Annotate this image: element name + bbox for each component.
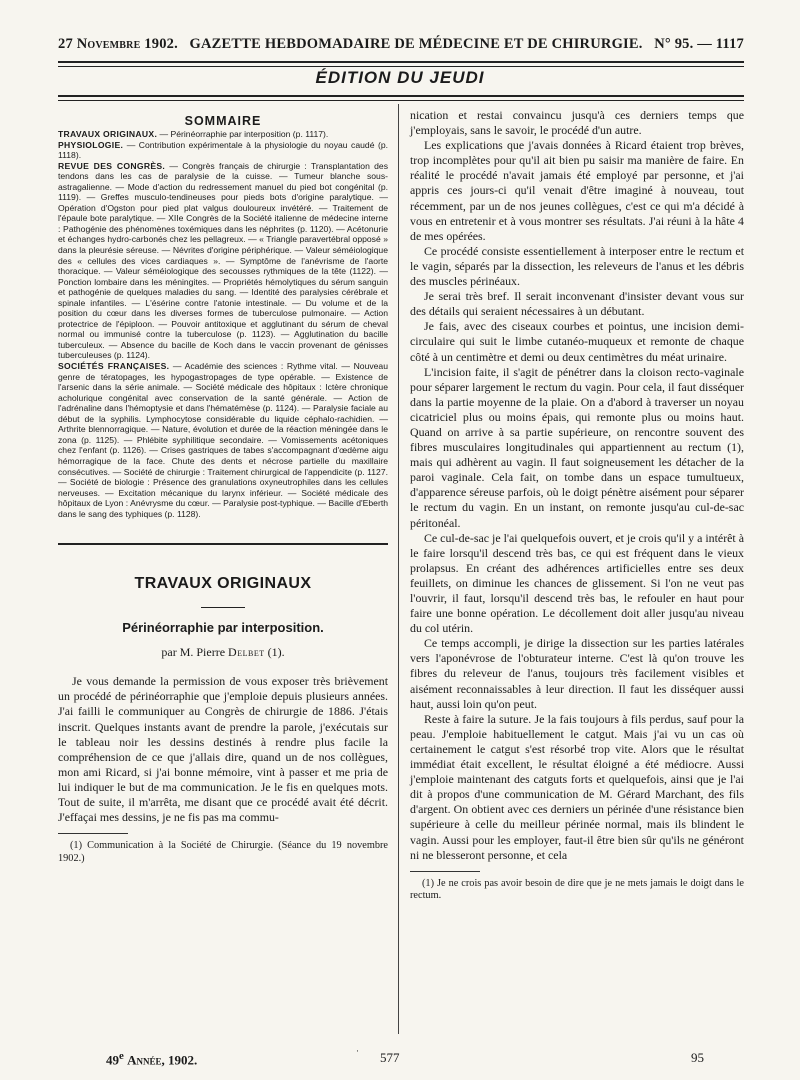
sommaire-key: REVUE DES CONGRÈS. [58, 160, 166, 171]
year-number: 49 [106, 1052, 119, 1068]
article-body-right [410, 108, 744, 863]
body-paragraph: Reste à faire la suture. Je la fais toujours à fils perdus, sauf pour la peau. J'emploie habituellement le catgut. Mais j'ai vu un cas où certainement le catgut s'est résorbé trop vite. Alors que le résultat immédiat était excellent, le résultat éloigné a été médiocre. Aussi j'emploie maintenant des catguts forts et quelquefois, ainsi que je l'ai dit à propos d'une communication de M. Gérard Marchant, des fils d'argent. On obtient avec ces derniers un périnée d'une résistance bien supérieure à celle du meilleur périnée normal, mais ils blindent le vagin. Aussi pour les employer, faut-il être bien sûr qu'ils ne généront ni ne blesseront personne, et cela [410, 711, 744, 862]
section-title: TRAVAUX ORIGINAUX [134, 575, 312, 593]
footnote-rule [58, 833, 128, 834]
sommaire-entry [58, 140, 388, 161]
header-journal-title: GAZETTE HEBDOMADAIRE DE MÉDECINE ET DE CHIRURGIE. [189, 36, 643, 52]
footnote-rule [410, 871, 480, 872]
sommaire-text: — Académie des sciences : Rythme vital. — Nouveau genre de tératopages, les hypogastropages de type opérable. — Existence de l'arsenic dans la série animale. — Société médicale des hôpitaux : Ictère chronique acholurique congénital avec conservation de la santé générale. — Action de l'adrénaline dans l'hémoptysie et dans l'hématémèse (p. 1124). — Paralysie faciale au début de la syphilis. Lymphocytose considérable du liquide céphalo-rachidien. — Arthrite blennorragique. — Nature, évolution et durée de la réaction méningée dans le zona (p. 1125). — Phlébite syphilitique secondaire. — Vomissements acétoniques chez l'enfant (p. 1126). — Crises gastriques de tabes s'accompagnant d'œdème aigu hémorragique de la face. Chute des dents et nécrose partielle du maxillaire consécutives. — Société de chirurgie : Traitement chirurgical de l'appendicite (p. 1127. — Société de biologie : Présence des granulations oxyneutrophiles dans les cellules nerveuses. — Excitation mécanique du larynx inférieur. — Société médicale des hôpitaux de Lyon : Anévrysme du cœur. — Paralysie post-typhique. — Bacille d'Eberth dans le sang des typhiques (p. 1128). [58, 361, 388, 519]
page-footer [58, 1046, 744, 1068]
sommaire-entry [58, 161, 388, 361]
sommaire-title: SOMMAIRE [184, 114, 262, 128]
body-paragraph: nication et restai convaincu jusqu'à ces derniers temps que j'employais, sans le savoir, le procédé d'un autre. [410, 108, 744, 138]
sommaire-text: — Contribution expérimentale à la physiologie du noyau caudé (p. 1118). [58, 139, 388, 161]
section-separator [58, 543, 388, 545]
footer-mark: · [356, 1046, 359, 1056]
article-title: Périnéorraphie par interposition. [122, 620, 324, 636]
body-paragraph: Je serai très bref. Il serait inconvenant d'insister devant vous sur des détails qui seraient nécessaires à un débutant. [410, 289, 744, 319]
left-column [58, 108, 388, 865]
body-paragraph: Ce cul-de-sac je l'ai quelquefois ouvert, et je crois qu'il y a intérêt à le faire lorsqu'il descend très bas, ce qui est fréquent dans le vieux prolapsus. En créant des adhérences artificielles entre ses deux feuillets, on diminue les chances de glissement. Si l'on ne veut pas l'ouvrir, il faut, lorsqu'il descend très bas, le refouler en haut pour faire une bonne opération. Le décollement doit aller jusqu'au niveau du col utérin. [410, 530, 744, 636]
sommaire-entry [58, 129, 388, 140]
footnote-right: (1) Je ne crois pas avoir besoin de dire que je ne mets jamais le doigt dans le rectum. [410, 877, 744, 902]
title-rule [201, 607, 245, 608]
body-paragraph: Les explications que j'avais données à Ricard étaient trop brèves, trop incomplètes pour qu'il ait bien pu saisir ma manière de faire. En réalité le procédé n'avait jamais été employé par personne, et j'ai appris ces jours-ci qu'il venait d'être imaginé à nouveau, tout récemment, par un de nos jeunes collègues, c'est ce qui m'a décidé à vous en entretenir et à vous montrer ses résultats. J'ai réuni à la hâte 4 de mes opérées. [410, 138, 744, 243]
sommaire-text: — Congrès français de chirurgie : Transplantation des tendons dans les cas de paralysie de la cuisse. — Tumeur blanche sous-astragalienne. — Mode d'action du redressement manuel du pied bot congénital (p. 1119). — Greffes musculo-tendineuses pour pieds bots d'origine paralytique. — Opération d'Ogston pour pied plat valgus douloureux invétéré. — Traitement de l'épaule bote paralytique. — XIIe Congrès de la Société italienne de médecine interne : Pathogénie des phénomènes toxémiques dans les néphrites (p. 1120). — Acétonurie et échanges hydro-carbonés chez les pellagreux. — « Triangle paravertébral opposé » dans la pleurésie séreuse. — Névrites d'origine périphérique. — Valeur séméiologique des « cellules des vices cardiaques ». — Symptôme de l'anévrisme de l'aorte thoracique. — Valeur séméiologique des secousses rythmiques de la tête (1122). — Ponction lombaire dans les méningites. — Propriétés hémolytiques du sérum sanguin et pathogénie de quelques maladies du sang. — Identité des paralysies cérébrale et spinale infantiles. — L'ésérine contre l'atonie intestinale. — Du volume et de la position du cœur dans les diverses formes de tuberculose pulmonaire. — Action protectrice de l'épiploon. — Pouvoir antitoxique et agglutinant du sérum de cheval normal ou immunisé contre la tuberculose (p. 1123). — Agglutination du bacille tuberculeux. — Absence du bacille de Koch dans le vaccin provenant de génisses tuberculeuses (p. 1124). [58, 160, 388, 361]
year-rest: , 1902. [161, 1052, 198, 1068]
sommaire-list [58, 129, 388, 519]
footer-volume-year [106, 1050, 197, 1068]
sommaire-key: SOCIÉTÉS FRANÇAISES. [58, 361, 170, 372]
year-superscript: e [119, 1050, 124, 1062]
article-author [58, 645, 388, 660]
body-paragraph: Je fais, avec des ciseaux courbes et pointus, une incision demi-circulaire qui suit le limbe cutanéo-muqueux et remonte de chaque côté à un centimètre et demi ou deux centimètres du méat urinaire. [410, 319, 744, 364]
header-rule [58, 61, 744, 67]
body-paragraph: L'incision faite, il s'agit de pénétrer dans la cloison recto-vaginale pour séparer largement le rectum du vagin. Pour cela, il faut disséquer dans la partie moyenne de la plaie. On a d'abord à traverser un noyau cicatriciel plus ou moins épais, qui remonte plus ou moins haut. Quand on arrive à sa partie supérieure, on rencontre souvent des fibres musculaires longitudinales qui appartiennent au rectum (1), mais qui adhèrent au vagin. Il faut soigneusement les détacher de la paroi vaginale. Cela fait, on tombe dans un espace tumultueux, d'apparence séreuse parfois, où le doigt pénètre aisément pour séparer le rectum du vagin. En un instant, on remonte jusqu'au cul-de-sac péritonéal. [410, 364, 744, 530]
sommaire-text: — Périnéorraphie par interposition (p. 1117). [157, 129, 329, 139]
header-date: 27 Novembre 1902. [58, 36, 178, 52]
body-paragraph: Je vous demande la permission de vous exposer très brièvement un procédé de périnéorraphie que j'emploie depuis plusieurs années. J'ai failli le communiquer au Congrès de chirurgie de 1886. J'étais inscrit. Quelques instants avant de prendre la parole, j'exécutais sur le tableau noir les dessins destinés à rendre plus facile la compréhension de ce que j'allais dire, quand un de nos collègues, mon ami Ricard, si j'ai bonne mémoire, vint à passer et me pria de lui indiquer le but de ma communication. Je le fis en quelques mots. Tout de suite, il m'arrêta, me disant que ce procédé avait été décrit. J'effaçai mes dessins, je ne fis pas ma commu- [58, 674, 388, 825]
author-name: Delbet [228, 645, 265, 660]
edition-rule [58, 95, 744, 101]
sommaire-key: PHYSIOLOGIE. [58, 139, 124, 150]
body-paragraph: Ce temps accompli, je dirige la dissection sur les parties latérales vers l'aponévrose de l'obturateur interne. C'est là qu'on trouve les fibres du releveur de l'anus, toujours très facilement visibles et aisément reconnaissables à leur direction. Il faut les disséquer aussi haut, aussi loin qu'on peut. [410, 636, 744, 711]
header-issue-page: N° 95. — 1117 [654, 36, 744, 52]
right-column [410, 108, 744, 903]
sommaire-entry [58, 361, 388, 519]
author-suffix: (1). [264, 645, 285, 660]
running-header [58, 36, 744, 58]
footer-signature: 95 [691, 1050, 704, 1065]
author-prefix: par M. Pierre [161, 645, 229, 660]
footer-sheet-number: 577 [380, 1050, 400, 1065]
year-word: Année [127, 1052, 162, 1068]
sommaire-key: TRAVAUX ORIGINAUX. [58, 129, 158, 139]
footnote-left: (1) Communication à la Société de Chirurgie. (Séance du 19 novembre 1902.) [58, 840, 388, 864]
article-body-left [58, 674, 388, 825]
column-divider [398, 104, 399, 1034]
body-paragraph: Ce procédé consiste essentiellement à interposer entre le rectum et le vagin, séparés par la dissection, les releveurs de l'anus et les débris des muscles périnéaux. [410, 243, 744, 289]
edition-banner: ÉDITION DU JEUDI [315, 68, 485, 87]
